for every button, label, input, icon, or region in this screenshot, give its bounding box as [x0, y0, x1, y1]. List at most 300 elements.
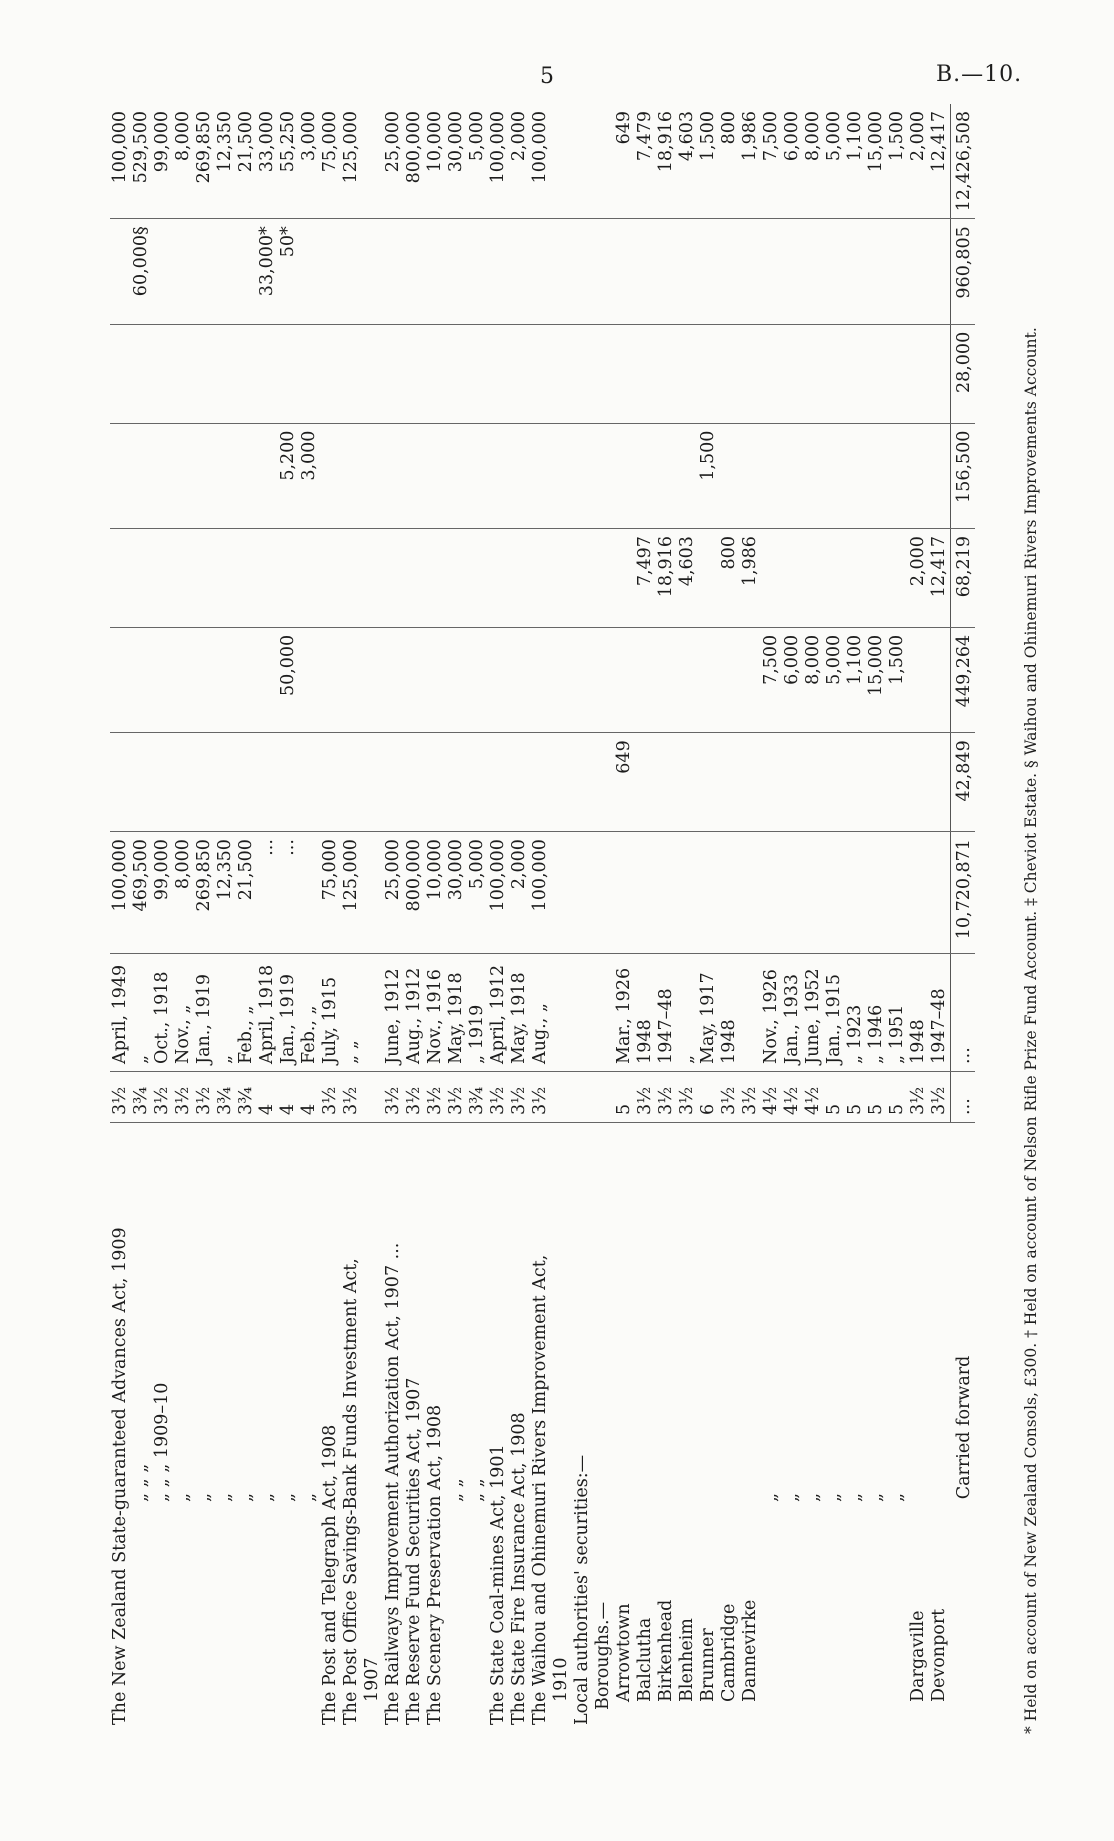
totals-amount: 449,264	[951, 627, 976, 732]
amount-cell	[488, 627, 509, 732]
amount-cell	[530, 529, 551, 628]
amount-cell: 649	[614, 733, 635, 832]
totals-date: ...	[951, 954, 976, 1072]
amount-cell	[509, 324, 530, 423]
amount-cell: 1,500	[698, 423, 719, 528]
security-name: „ „	[446, 1478, 466, 1502]
row-total	[362, 104, 383, 219]
security-name: „	[215, 1492, 235, 1502]
amount-cell	[698, 832, 719, 954]
amount-cell	[362, 423, 383, 528]
amount-cell	[446, 423, 467, 528]
interest-rate: 5	[845, 1071, 866, 1122]
due-date: Aug., 1912	[404, 954, 425, 1072]
table-row	[887, 104, 908, 1732]
amount-cell	[677, 733, 698, 832]
table-row	[635, 104, 656, 1732]
table-row	[866, 104, 887, 1732]
amount-cell	[719, 423, 740, 528]
securities-table-rotated	[110, 104, 1010, 1732]
due-date: May, 1918	[509, 954, 530, 1072]
amount-cell	[593, 219, 614, 325]
amount-cell	[887, 423, 908, 528]
row-total	[572, 104, 593, 219]
amount-cell: 21,500	[236, 832, 257, 954]
amount-cell	[236, 219, 257, 325]
amount-cell	[677, 627, 698, 732]
amount-cell	[572, 832, 593, 954]
amount-cell	[593, 627, 614, 732]
interest-rate: 5	[824, 1071, 845, 1122]
amount-cell	[719, 733, 740, 832]
security-name: „	[866, 1492, 886, 1502]
security-name: „	[782, 1492, 802, 1502]
amount-cell	[593, 733, 614, 832]
amount-cell: 2,000	[908, 529, 929, 628]
row-total: 800,000	[404, 104, 425, 219]
interest-rate: 4	[257, 1071, 278, 1122]
security-name: „	[299, 1492, 319, 1502]
amount-cell	[824, 423, 845, 528]
amount-cell	[887, 324, 908, 423]
amount-cell	[551, 423, 572, 528]
amount-cell	[383, 423, 404, 528]
amount-cell	[845, 733, 866, 832]
amount-cell	[929, 324, 951, 423]
amount-cell	[551, 529, 572, 628]
security-name: „	[887, 1492, 907, 1502]
amount-cell	[551, 627, 572, 732]
amount-cell	[446, 529, 467, 628]
row-total: 75,000	[320, 104, 341, 219]
amount-cell	[698, 324, 719, 423]
amount-cell	[299, 627, 320, 732]
amount-cell	[740, 423, 761, 528]
due-date: „ „	[341, 954, 362, 1072]
amount-cell	[761, 832, 782, 954]
amount-cell	[866, 733, 887, 832]
amount-cell	[866, 219, 887, 325]
totals-amount: 960,805	[951, 219, 976, 325]
amount-cell: 100,000	[110, 832, 131, 954]
table-row	[656, 104, 677, 1732]
amount-cell	[215, 733, 236, 832]
amount-cell	[824, 324, 845, 423]
amount-cell: 33,000*	[257, 219, 278, 325]
amount-cell	[404, 627, 425, 732]
row-total: 5,000	[824, 104, 845, 219]
table-row	[761, 104, 782, 1732]
amount-cell	[488, 529, 509, 628]
due-date: Jan., 1919	[278, 954, 299, 1072]
amount-cell	[782, 423, 803, 528]
security-name: Dargaville	[908, 1610, 928, 1702]
amount-cell: 800,000	[404, 832, 425, 954]
interest-rate: 5	[614, 1071, 635, 1122]
due-date: „ 1923	[845, 954, 866, 1072]
amount-cell	[383, 219, 404, 325]
amount-cell	[467, 324, 488, 423]
amount-cell	[782, 219, 803, 325]
table-row	[551, 104, 572, 1732]
amount-cell	[551, 219, 572, 325]
amount-cell	[656, 627, 677, 732]
amount-cell	[173, 423, 194, 528]
amount-cell	[278, 733, 299, 832]
interest-rate: 3½	[152, 1071, 173, 1122]
amount-cell	[929, 219, 951, 325]
amount-cell: 7,500	[761, 627, 782, 732]
security-name: The State Fire Insurance Act, 1908	[509, 1412, 529, 1725]
table-row	[278, 104, 299, 1732]
amount-cell: 100,000	[530, 832, 551, 954]
amount-cell: 18,916	[656, 529, 677, 628]
amount-cell	[467, 529, 488, 628]
amount-cell	[278, 324, 299, 423]
amount-cell	[257, 423, 278, 528]
due-date: Mar., 1926	[614, 954, 635, 1072]
amount-cell	[383, 529, 404, 628]
security-name: „ „ „	[131, 1463, 151, 1502]
amount-cell: 12,417	[929, 529, 951, 628]
amount-cell	[656, 324, 677, 423]
amount-cell	[425, 627, 446, 732]
due-date: Jan., 1933	[782, 954, 803, 1072]
interest-rate: 3½	[677, 1071, 698, 1122]
amount-cell	[929, 627, 951, 732]
amount-cell	[908, 423, 929, 528]
amount-cell	[152, 219, 173, 325]
table-row	[929, 104, 951, 1732]
table-row	[572, 104, 593, 1732]
table-row	[215, 104, 236, 1732]
amount-cell: 269,850	[194, 832, 215, 954]
row-total: 7,479	[635, 104, 656, 219]
due-date: „	[677, 954, 698, 1072]
amount-cell: 30,000	[446, 832, 467, 954]
amount-cell	[614, 219, 635, 325]
amount-cell	[236, 324, 257, 423]
amount-cell	[152, 423, 173, 528]
security-name: „ „ „ 1909–10	[152, 1382, 172, 1502]
due-date	[551, 954, 572, 1072]
amount-cell	[908, 324, 929, 423]
amount-cell	[824, 832, 845, 954]
security-name: „	[761, 1492, 781, 1502]
amount-cell	[215, 529, 236, 628]
amount-cell	[131, 627, 152, 732]
table-row	[341, 104, 362, 1732]
amount-cell	[110, 529, 131, 628]
due-date: 1948	[719, 954, 740, 1072]
table-row	[110, 104, 131, 1732]
amount-cell	[656, 423, 677, 528]
interest-rate: 4½	[803, 1071, 824, 1122]
due-date: Nov., 1926	[761, 954, 782, 1072]
table-row	[425, 104, 446, 1732]
amount-cell	[866, 529, 887, 628]
row-total: 4,603	[677, 104, 698, 219]
amount-cell	[572, 733, 593, 832]
amount-cell	[341, 423, 362, 528]
amount-cell: 1,986	[740, 529, 761, 628]
amount-cell	[215, 423, 236, 528]
amount-cell	[824, 529, 845, 628]
row-total: 8,000	[803, 104, 824, 219]
amount-cell	[719, 219, 740, 325]
amount-cell	[887, 219, 908, 325]
amount-cell	[887, 832, 908, 954]
amount-cell	[425, 219, 446, 325]
amount-cell	[173, 529, 194, 628]
due-date: 1947–48	[656, 954, 677, 1072]
security-name: The Post and Telegraph Act, 1908	[320, 1424, 340, 1725]
amount-cell: 800	[719, 529, 740, 628]
amount-cell	[530, 324, 551, 423]
amount-cell	[215, 627, 236, 732]
amount-cell	[845, 832, 866, 954]
amount-cell	[257, 529, 278, 628]
row-total: 3,000	[299, 104, 320, 219]
securities-table-body	[110, 104, 975, 1732]
interest-rate	[593, 1071, 614, 1122]
amount-cell	[215, 219, 236, 325]
due-date: Nov., „	[173, 954, 194, 1072]
amount-cell	[740, 832, 761, 954]
amount-cell	[866, 423, 887, 528]
amount-cell: 6,000	[782, 627, 803, 732]
amount-cell	[236, 627, 257, 732]
amount-cell	[803, 324, 824, 423]
security-name: „ „	[467, 1478, 487, 1502]
amount-cell	[341, 219, 362, 325]
row-total: 30,000	[446, 104, 467, 219]
security-name: The Waihou and Ohinemuri Rivers Improvement Act,	[530, 1254, 550, 1725]
interest-rate: 3½	[194, 1071, 215, 1122]
amount-cell	[362, 627, 383, 732]
due-date: May, 1918	[446, 954, 467, 1072]
amount-cell	[761, 423, 782, 528]
security-name: Boroughs.—	[593, 1601, 613, 1710]
amount-cell: 15,000	[866, 627, 887, 732]
row-total: 100,000	[488, 104, 509, 219]
amount-cell	[782, 832, 803, 954]
amount-cell	[551, 324, 572, 423]
amount-cell	[110, 627, 131, 732]
amount-cell: 10,000	[425, 832, 446, 954]
document-id: B.—10.	[936, 62, 1023, 87]
row-total: 1,100	[845, 104, 866, 219]
amount-cell	[614, 423, 635, 528]
totals-amount: 156,500	[951, 423, 976, 528]
amount-cell: 5,000	[824, 627, 845, 732]
amount-cell	[488, 219, 509, 325]
amount-cell: 3,000	[299, 423, 320, 528]
amount-cell	[929, 832, 951, 954]
security-name: Dannevirke	[740, 1599, 760, 1702]
table-row	[719, 104, 740, 1732]
amount-cell	[404, 733, 425, 832]
table-row	[509, 104, 530, 1732]
table-row	[782, 104, 803, 1732]
interest-rate: 3½	[488, 1071, 509, 1122]
amount-cell: 100,000	[488, 832, 509, 954]
amount-cell: 25,000	[383, 832, 404, 954]
row-total: 15,000	[866, 104, 887, 219]
row-total: 6,000	[782, 104, 803, 219]
due-date: „	[215, 954, 236, 1072]
table-row	[257, 104, 278, 1732]
amount-cell	[509, 733, 530, 832]
amount-cell	[845, 423, 866, 528]
due-date: „ 1951	[887, 954, 908, 1072]
amount-cell	[404, 219, 425, 325]
amount-cell	[425, 324, 446, 423]
security-name: The State Coal-mines Act, 1901	[488, 1444, 508, 1725]
due-date: Feb., „	[236, 954, 257, 1072]
security-name: „	[845, 1492, 865, 1502]
amount-cell	[719, 324, 740, 423]
amount-cell	[572, 529, 593, 628]
interest-rate: 3½	[719, 1071, 740, 1122]
table-row	[593, 104, 614, 1732]
amount-cell	[278, 529, 299, 628]
table-row	[404, 104, 425, 1732]
row-total: 33,000	[257, 104, 278, 219]
table-row	[383, 104, 404, 1732]
security-name: „	[803, 1492, 823, 1502]
due-date: Aug., „	[530, 954, 551, 1072]
amount-cell	[425, 733, 446, 832]
amount-cell	[509, 423, 530, 528]
amount-cell	[593, 423, 614, 528]
table-row	[614, 104, 635, 1732]
interest-rate: 5	[887, 1071, 908, 1122]
interest-rate: 3½	[425, 1071, 446, 1122]
due-date	[740, 954, 761, 1072]
amount-cell	[299, 324, 320, 423]
amount-cell	[404, 529, 425, 628]
amount-cell	[698, 219, 719, 325]
row-total: 99,000	[152, 104, 173, 219]
table-row	[677, 104, 698, 1732]
amount-cell	[131, 324, 152, 423]
interest-rate: 3½	[929, 1071, 951, 1122]
security-name: 1910	[551, 1657, 571, 1702]
amount-cell: 60,000§	[131, 219, 152, 325]
amount-cell	[236, 529, 257, 628]
amount-cell	[362, 529, 383, 628]
amount-cell	[803, 423, 824, 528]
amount-cell: 4,603	[677, 529, 698, 628]
totals-rate: ...	[951, 1071, 976, 1122]
amount-cell	[152, 627, 173, 732]
security-name: „	[173, 1492, 193, 1502]
due-date: Nov., 1916	[425, 954, 446, 1072]
amount-cell	[446, 733, 467, 832]
interest-rate: 3½	[656, 1071, 677, 1122]
due-date	[572, 954, 593, 1072]
amount-cell	[299, 733, 320, 832]
interest-rate: 3½	[341, 1071, 362, 1122]
amount-cell	[467, 219, 488, 325]
amount-cell	[320, 627, 341, 732]
amount-cell	[194, 219, 215, 325]
amount-cell	[845, 219, 866, 325]
interest-rate: 4	[299, 1071, 320, 1122]
amount-cell	[677, 219, 698, 325]
row-total: 25,000	[383, 104, 404, 219]
amount-cell	[152, 733, 173, 832]
interest-rate: 3½	[740, 1071, 761, 1122]
due-date	[362, 954, 383, 1072]
table-row	[194, 104, 215, 1732]
amount-cell	[782, 324, 803, 423]
amount-cell	[341, 733, 362, 832]
amount-cell	[698, 627, 719, 732]
amount-cell	[362, 832, 383, 954]
amount-cell	[866, 324, 887, 423]
amount-cell	[908, 627, 929, 732]
amount-cell	[488, 324, 509, 423]
amount-cell	[488, 733, 509, 832]
interest-rate	[551, 1071, 572, 1122]
amount-cell	[803, 733, 824, 832]
due-date: „ 1919	[467, 954, 488, 1072]
amount-cell	[635, 733, 656, 832]
amount-cell	[320, 733, 341, 832]
interest-rate: 3½	[635, 1071, 656, 1122]
amount-cell	[446, 219, 467, 325]
amount-cell	[467, 733, 488, 832]
amount-cell	[530, 219, 551, 325]
amount-cell	[362, 324, 383, 423]
amount-cell	[425, 529, 446, 628]
amount-cell	[677, 423, 698, 528]
table-row	[299, 104, 320, 1732]
amount-cell	[719, 832, 740, 954]
security-name: „	[824, 1492, 844, 1502]
interest-rate: 3½	[173, 1071, 194, 1122]
amount-cell	[320, 219, 341, 325]
table-row	[152, 104, 173, 1732]
security-name: The Post Office Savings-Bank Funds Investment Act,	[341, 1258, 361, 1725]
amount-cell	[740, 733, 761, 832]
amount-cell	[173, 324, 194, 423]
table-row	[362, 104, 383, 1732]
amount-cell	[824, 733, 845, 832]
amount-cell	[593, 324, 614, 423]
amount-cell	[257, 324, 278, 423]
row-total: 55,250	[278, 104, 299, 219]
amount-cell	[509, 529, 530, 628]
due-date: „ 1946	[866, 954, 887, 1072]
amount-cell	[446, 627, 467, 732]
amount-cell: 50,000	[278, 627, 299, 732]
row-total: 100,000	[530, 104, 551, 219]
amount-cell	[887, 529, 908, 628]
interest-rate: 6	[698, 1071, 719, 1122]
row-total: 125,000	[341, 104, 362, 219]
row-total: 21,500	[236, 104, 257, 219]
interest-rate: 4	[278, 1071, 299, 1122]
interest-rate: 3½	[320, 1071, 341, 1122]
amount-cell	[257, 627, 278, 732]
amount-cell	[299, 832, 320, 954]
interest-rate	[572, 1071, 593, 1122]
amount-cell	[194, 423, 215, 528]
amount-cell: 75,000	[320, 832, 341, 954]
